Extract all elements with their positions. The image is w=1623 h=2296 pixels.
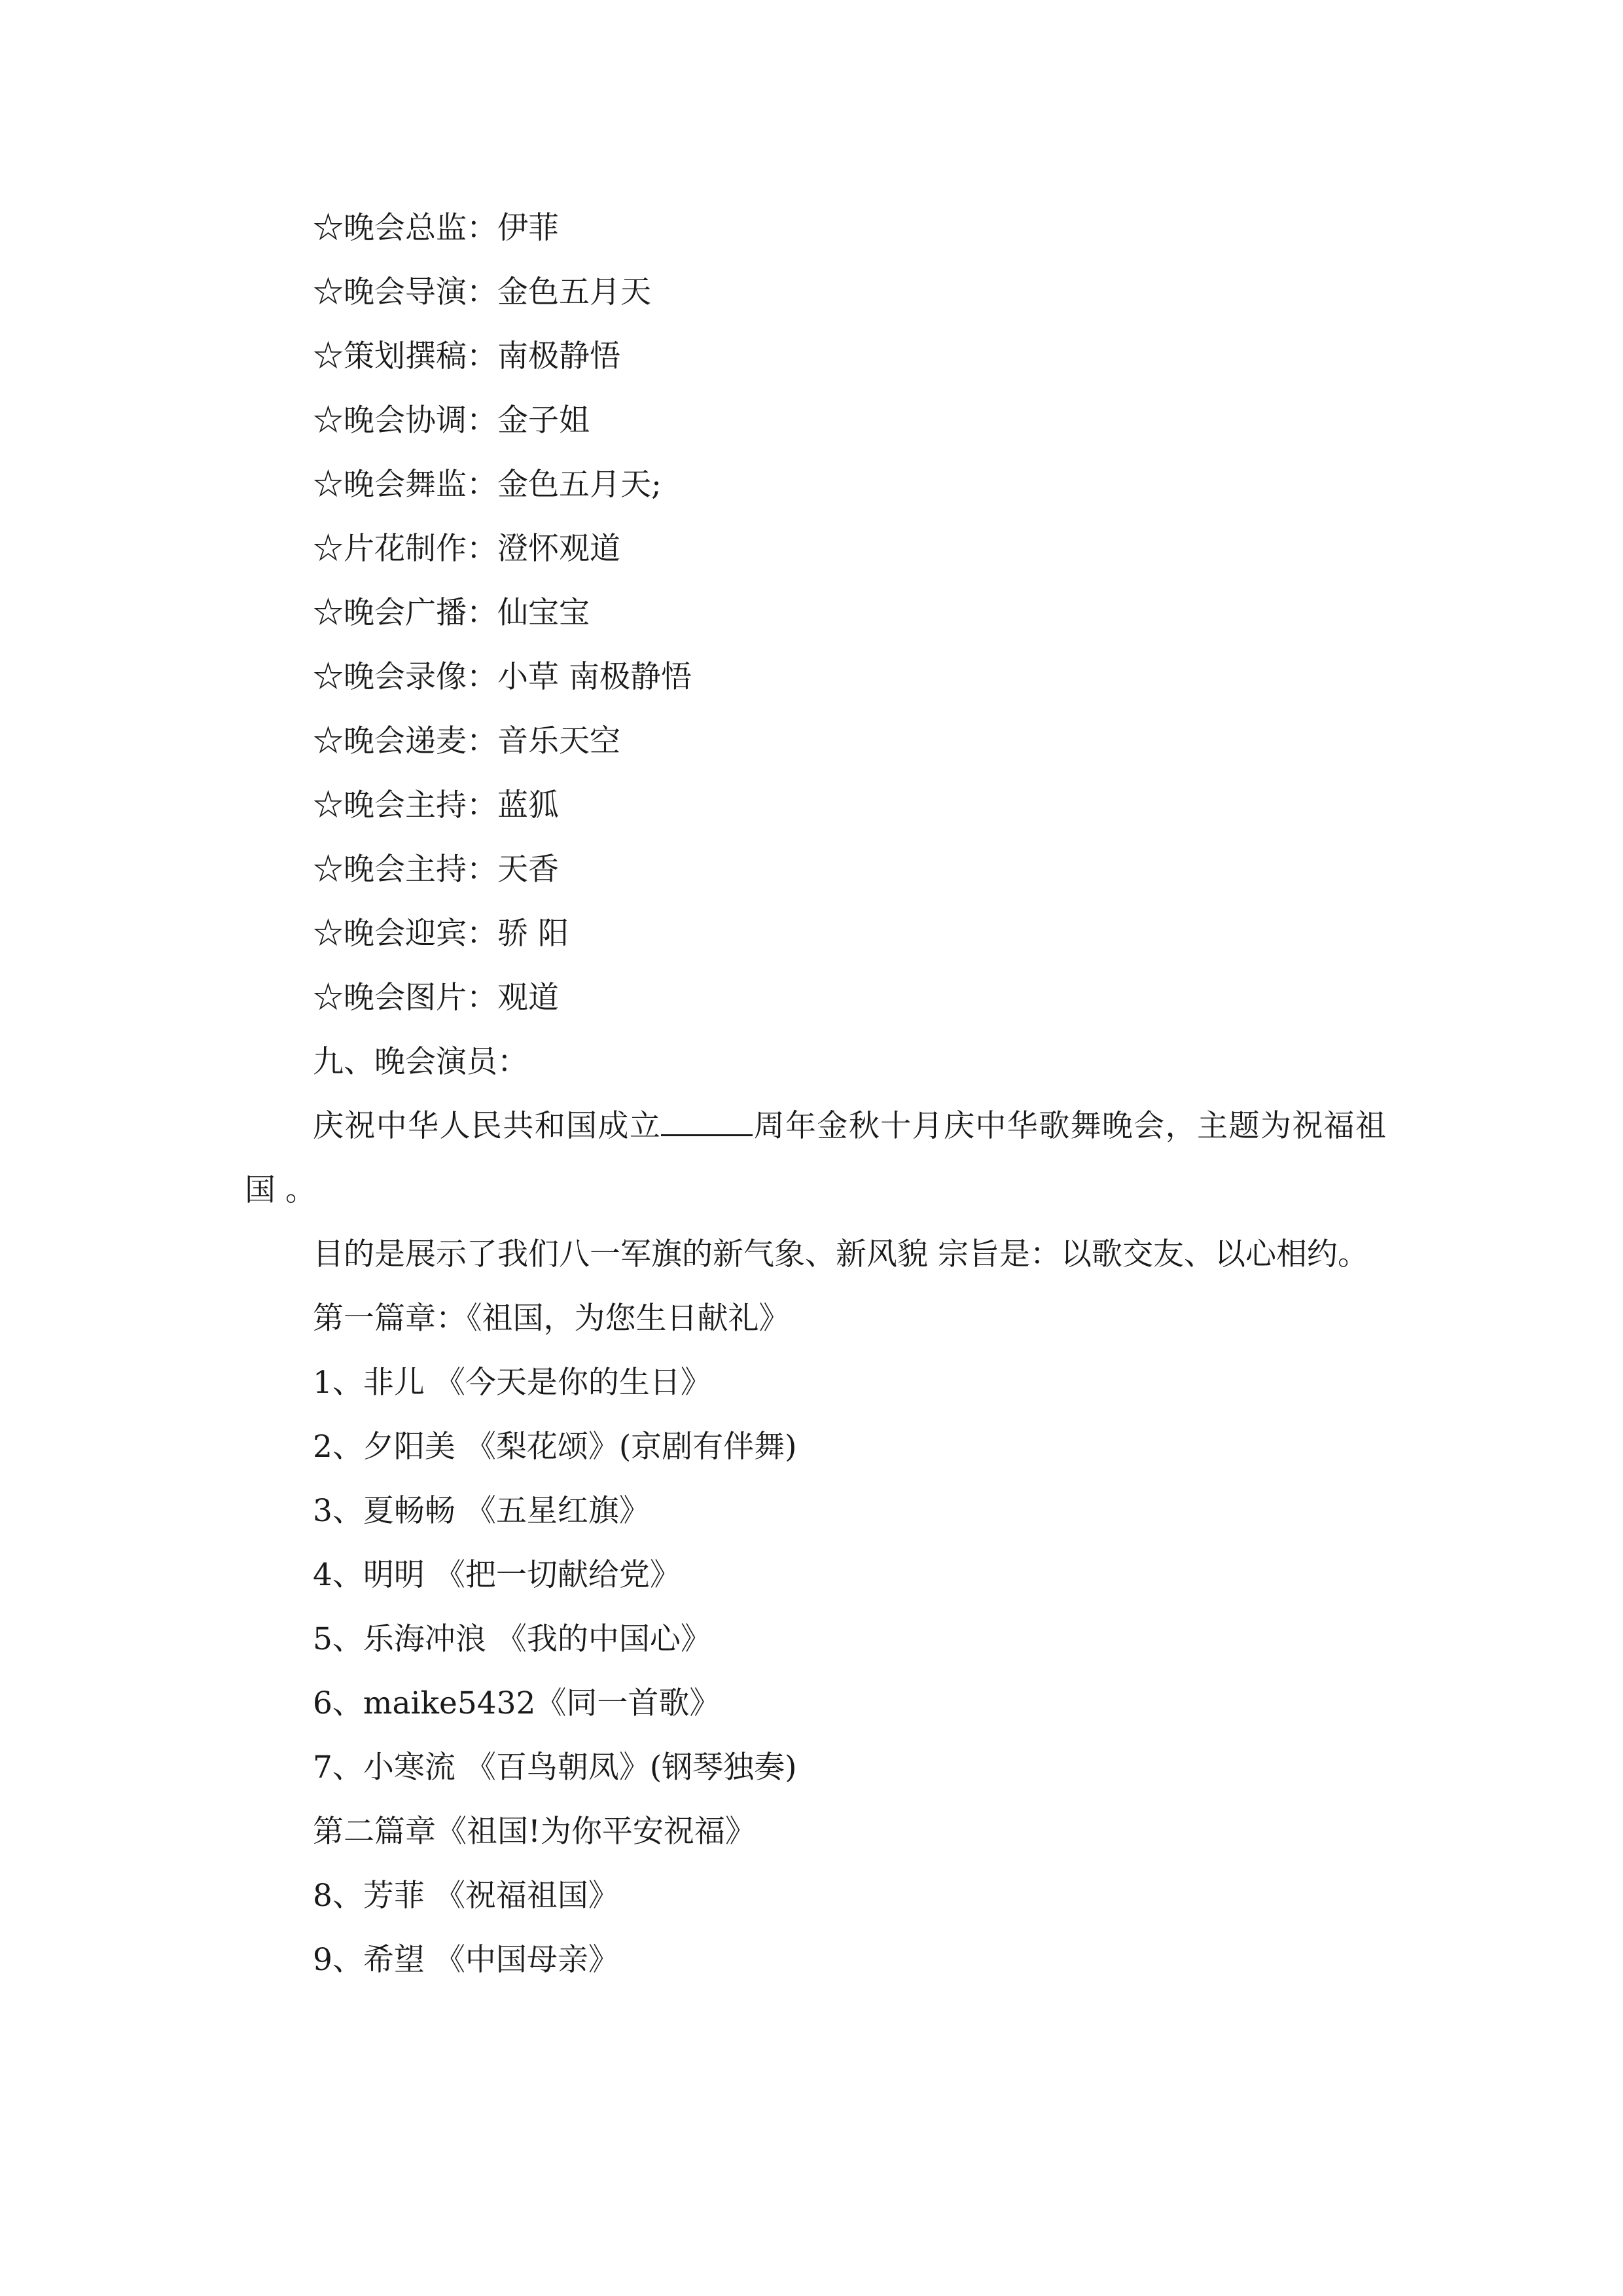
staff-line-director-general: ☆晚会总监：伊菲 <box>313 210 559 246</box>
program-item: 7、小寒流 《百鸟朝凤》(钢琴独奏) <box>313 1749 797 1785</box>
staff-line-greeter: ☆晚会迎宾：骄 阳 <box>313 916 569 952</box>
intro-paragraph <box>245 1094 1386 1223</box>
staff-line-script: ☆策划撰稿：南极静悟 <box>313 338 620 374</box>
staff-line-host-1: ☆晚会主持：蓝狐 <box>313 787 559 823</box>
intro-text-end: 周年金秋十月庆中华歌舞晚会，主题为祝福祖国 。 <box>245 1108 1387 1208</box>
program-item: 9、希望 《中国母亲》 <box>313 1942 619 1978</box>
staff-line-trailer: ☆片花制作：澄怀观道 <box>313 531 620 567</box>
staff-line-microphone: ☆晚会递麦：音乐天空 <box>313 723 620 759</box>
staff-line-photos: ☆晚会图片：观道 <box>313 980 559 1016</box>
program-item: 6、maike5432《同一首歌》 <box>313 1685 721 1721</box>
program-item: 5、乐海冲浪 《我的中国心》 <box>313 1621 711 1657</box>
program-item: 1、非儿 《今天是你的生日》 <box>313 1365 711 1401</box>
program-item: 3、夏畅畅 《五星红旗》 <box>313 1493 650 1529</box>
section-heading: 九、晚会演员： <box>313 1044 528 1080</box>
staff-line-director: ☆晚会导演：金色五月天 <box>313 274 651 310</box>
fill-in-blank <box>661 1108 753 1136</box>
program-item: 8、芳菲 《祝福祖国》 <box>313 1878 619 1914</box>
staff-line-coordinator: ☆晚会协调：金子姐 <box>313 403 590 439</box>
program-item: 2、夕阳美 《梨花颂》(京剧有伴舞) <box>313 1429 797 1465</box>
staff-line-host-2: ☆晚会主持：天香 <box>313 852 559 888</box>
document-body <box>245 196 1386 1992</box>
chapter-2-title: 第二篇章《祖国!为你平安祝福》 <box>313 1814 756 1850</box>
staff-line-recording: ☆晚会录像：小草 南极静悟 <box>313 659 692 695</box>
chapter-1-title: 第一篇章：《祖国，为您生日献礼》 <box>313 1300 790 1336</box>
purpose-paragraph: 目的是展示了我们八一军旗的新气象、新风貌 宗旨是：以歌交友、以心相约。 <box>313 1236 1368 1272</box>
staff-line-broadcast: ☆晚会广播：仙宝宝 <box>313 595 590 631</box>
intro-text-start: 庆祝中华人民共和国成立 <box>313 1108 662 1144</box>
program-item: 4、明明 《把一切献给党》 <box>313 1557 681 1593</box>
staff-line-stage-supervisor: ☆晚会舞监：金色五月天; <box>313 467 662 503</box>
